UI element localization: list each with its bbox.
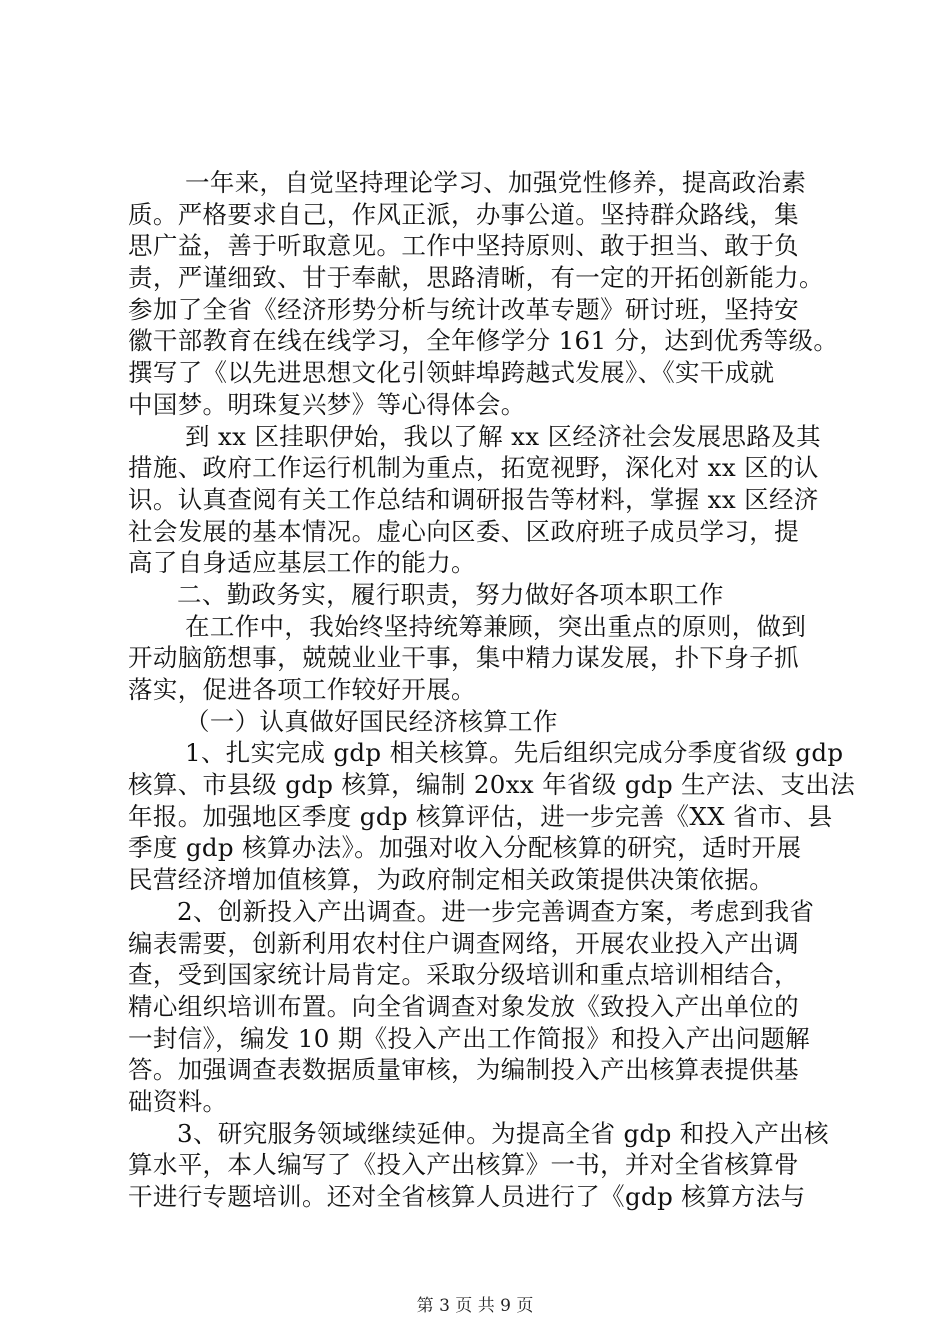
paragraph-line: 开动脑筋想事，兢兢业业干事，集中精力谋发展，扑下身子抓 (128, 643, 799, 673)
paragraph-line: 社会发展的基本情况。虚心向区委、区政府班子成员学习，提 (128, 516, 799, 546)
paragraph-line: 思广益，善于听取意见。工作中坚持原则、敢于担当、敢于负 (128, 231, 799, 261)
paragraph-line: 高了自身适应基层工作的能力。 (128, 548, 476, 578)
document-body (128, 167, 856, 1213)
paragraph-line: 算水平，本人编写了《投入产出核算》一书，并对全省核算骨 (128, 1150, 799, 1180)
paragraph-line: 撰写了《以先进思想文化引领蚌埠跨越式发展》、《实干成就 (128, 358, 775, 388)
paragraph-line: 编表需要，创新利用农村住户调查网络，开展农业投入产出调 (128, 928, 799, 958)
paragraph-line: 识。认真查阅有关工作总结和调研报告等材料，掌握 xx 区经济 (128, 484, 819, 514)
paragraph-line: 到 xx 区挂职伊始，我以了解 xx 区经济社会发展思路及其 (185, 421, 821, 451)
paragraph-line: 答。加强调查表数据质量审核，为编制投入产出核算表提供基 (128, 1055, 799, 1085)
paragraph-line: 中国梦。明珠复兴梦》等心得体会。 (128, 389, 526, 419)
paragraph-line: 参加了全省《经济形势分析与统计改革专题》研讨班，坚持安 (128, 294, 799, 324)
subsection-heading: （一）认真做好国民经济核算工作 (185, 706, 558, 736)
paragraph-line: 落实，促进各项工作较好开展。 (128, 675, 476, 704)
page-number-footer: 第 3 页 共 9 页 (416, 1296, 534, 1316)
paragraph-line: 徽干部教育在线在线学习，全年修学分 161 分，达到优秀等级。 (128, 326, 839, 356)
paragraph-line: 责，严谨细致、甘于奉献，思路清晰，有一定的开拓创新能力。 (128, 263, 824, 293)
section-heading: 二、勤政务实，履行职责，努力做好各项本职工作 (177, 579, 724, 609)
paragraph-line: 精心组织培训布置。向全省调查对象发放《致投入产出单位的 (128, 991, 799, 1021)
paragraph-line: 民营经济增加值核算，为政府制定相关政策提供决策依据。 (128, 865, 775, 895)
paragraph-line: 年报。加强地区季度 gdp 核算评估，进一步完善《XX 省市、县 (128, 801, 833, 831)
paragraph-line: 查，受到国家统计局肯定。采取分级培训和重点培训相结合， (128, 960, 799, 990)
paragraph-line: 3、研究服务领域继续延伸。为提高全省 gdp 和投入产出核 (177, 1118, 829, 1148)
paragraph-line: 措施、政府工作运行机制为重点，拓宽视野，深化对 xx 区的认 (128, 453, 819, 483)
paragraph-line: 质。严格要求自己，作风正派，办事公道。坚持群众路线，集 (128, 199, 799, 229)
paragraph-line: 一年来，自觉坚持理论学习、加强党性修养，提高政治素 (185, 168, 807, 197)
paragraph-line: 一封信》，编发 10 期《投入产出工作简报》和投入产出问题解 (128, 1023, 810, 1053)
paragraph-line: 季度 gdp 核算办法》。加强对收入分配核算的研究，适时开展 (128, 833, 802, 863)
paragraph-line: 核算、市县级 gdp 核算，编制 20xx 年省级 gdp 生产法、支出法 (128, 770, 856, 800)
paragraph-line: 干进行专题培训。还对全省核算人员进行了《gdp 核算方法与 (128, 1182, 806, 1211)
paragraph-line: 1、扎实完成 gdp 相关核算。先后组织完成分季度省级 gdp (185, 738, 844, 768)
paragraph-line: 2、创新投入产出调查。进一步完善调查方案，考虑到我省 (177, 896, 815, 926)
paragraph-line: 在工作中，我始终坚持统筹兼顾，突出重点的原则，做到 (185, 611, 807, 641)
paragraph-line: 础资料。 (128, 1086, 228, 1116)
